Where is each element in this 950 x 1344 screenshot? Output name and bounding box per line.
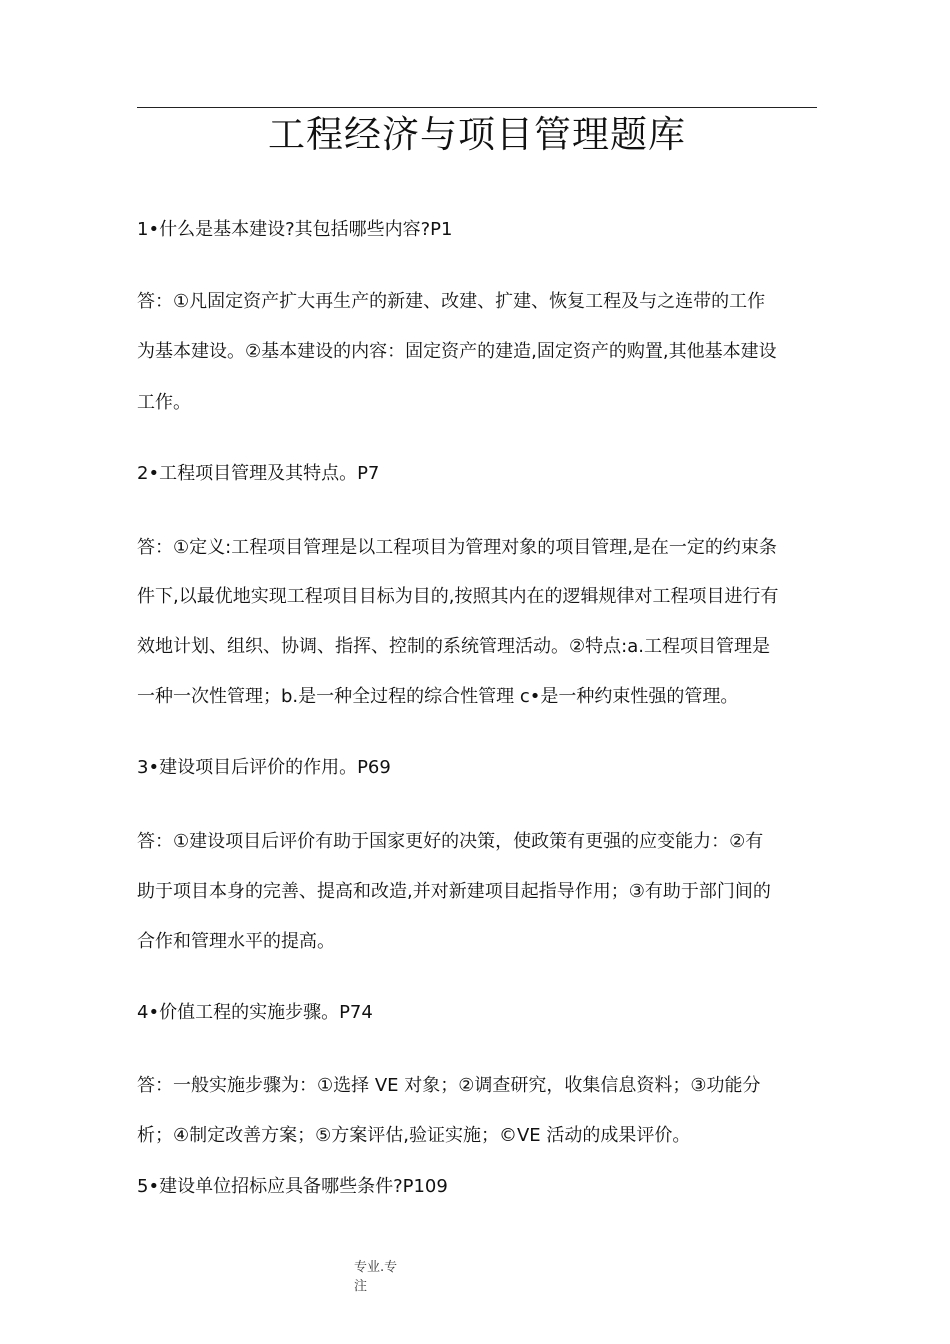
answer-2-line-2: 件下,以最优地实现工程项目目标为目的,按照其内在的逻辑规律对工程项目进行有 — [137, 586, 779, 607]
question-5: 5•建设单位招标应具备哪些条件?P109 — [137, 1176, 448, 1197]
answer-1-line-1: 答：①凡固定资产扩大再生产的新建、改建、扩建、恢复工程及与之连带的工作 — [137, 291, 766, 312]
footer-line-1: 专业.专 — [354, 1260, 398, 1275]
answer-3-line-1: 答：①建设项目后评价有助于国家更好的决策，使政策有更强的应变能力：②有 — [137, 831, 764, 852]
answer-3-line-2: 助于项目本身的完善、提高和改造,并对新建项目起指导作用；③有助于部门间的 — [137, 881, 771, 902]
question-3: 3•建设项目后评价的作用。P69 — [137, 757, 391, 778]
answer-2-line-3: 效地计划、组织、协调、指挥、控制的系统管理活动。②特点:a.工程项目管理是 — [137, 636, 770, 657]
header-rule — [137, 107, 817, 108]
answer-1-line-2: 为基本建设。②基本建设的内容：固定资产的建造,固定资产的购置,其他基本建设 — [137, 341, 777, 362]
answer-4-line-2: 析；④制定改善方案；⑤方案评估,验证实施；©VE 活动的成果评价。 — [137, 1125, 691, 1146]
question-2: 2•工程项目管理及其特点。P7 — [137, 463, 380, 484]
answer-2-line-4: 一种一次性管理；b.是一种全过程的综合性管理 c•是一种约束性强的管理。 — [137, 686, 739, 707]
footer-line-2: 注 — [354, 1279, 368, 1294]
answer-3-line-3: 合作和管理水平的提高。 — [137, 931, 335, 952]
answer-4-line-1: 答：一般实施步骤为：①选择 VE 对象；②调查研究，收集信息资料；③功能分 — [137, 1075, 761, 1096]
answer-1-line-3: 工作。 — [137, 392, 191, 413]
page-footer — [354, 1258, 397, 1296]
answer-2-line-1: 答：①定义:工程项目管理是以工程项目为管理对象的项目管理,是在一定的约束条 — [137, 537, 777, 558]
document-title: 工程经济与项目管理题库 — [268, 113, 686, 156]
question-4: 4•价值工程的实施步骤。P74 — [137, 1002, 373, 1023]
question-1: 1•什么是基本建设?其包括哪些内容?P1 — [137, 219, 453, 240]
